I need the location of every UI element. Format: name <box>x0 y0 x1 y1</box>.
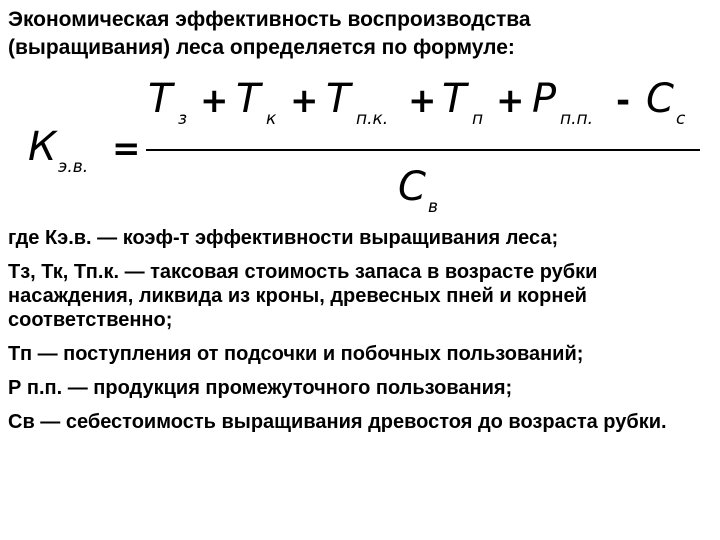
numerator-sub-pk: п.к. <box>356 109 389 129</box>
plus-sign-4: + <box>496 81 525 121</box>
equals-sign: = <box>112 129 141 169</box>
formula-svg <box>0 70 720 230</box>
definition-k: где Кэ.в. — коэф-т эффективности выращивания леса; <box>8 227 559 249</box>
definitions-block <box>8 226 714 444</box>
title-line-1: Экономическая эффективность воспроизводства <box>8 8 531 31</box>
minus-sign: - <box>616 81 631 121</box>
numerator-term-rpp: Р <box>532 76 557 122</box>
numerator-term-tk: Т <box>236 76 261 122</box>
plus-sign-1: + <box>200 81 229 121</box>
slide-title <box>8 6 712 62</box>
numerator-sub-s: с <box>676 109 686 129</box>
title-line-2: (выращивания) леса определяется по формуле: <box>8 36 515 59</box>
denominator-symbol: С <box>398 164 426 210</box>
lhs-symbol: К <box>28 124 57 170</box>
numerator-term-cs: С <box>646 76 674 122</box>
numerator-sub-z: з <box>178 109 188 129</box>
definition-rpp: Р п.п. — продукция промежуточного пользования; <box>8 377 513 399</box>
plus-sign-3: + <box>408 81 437 121</box>
definition-cv: Св — себестоимость выращивания древостоя до возраста рубки. <box>8 411 667 433</box>
efficiency-formula <box>0 70 720 230</box>
numerator-term-tz: Т <box>148 76 173 122</box>
numerator-term-tpk: Т <box>326 76 351 122</box>
numerator-sub-k: к <box>266 109 277 129</box>
plus-sign-2: + <box>290 81 319 121</box>
definition-t-terms: Тз, Тк, Тп.к. — таксовая стоимость запаса в возрасте рубки насаждения, ликвида из кроны, древесных пней и корней соответственно; <box>8 261 598 331</box>
numerator-sub-pp: п.п. <box>560 109 594 129</box>
numerator-term-tp: Т <box>442 76 467 122</box>
numerator-sub-p: п <box>472 109 484 129</box>
denominator-subscript: в <box>428 197 439 217</box>
lhs-subscript: э.в. <box>58 157 89 177</box>
definition-tp: Тп — поступления от подсочки и побочных пользований; <box>8 343 584 365</box>
